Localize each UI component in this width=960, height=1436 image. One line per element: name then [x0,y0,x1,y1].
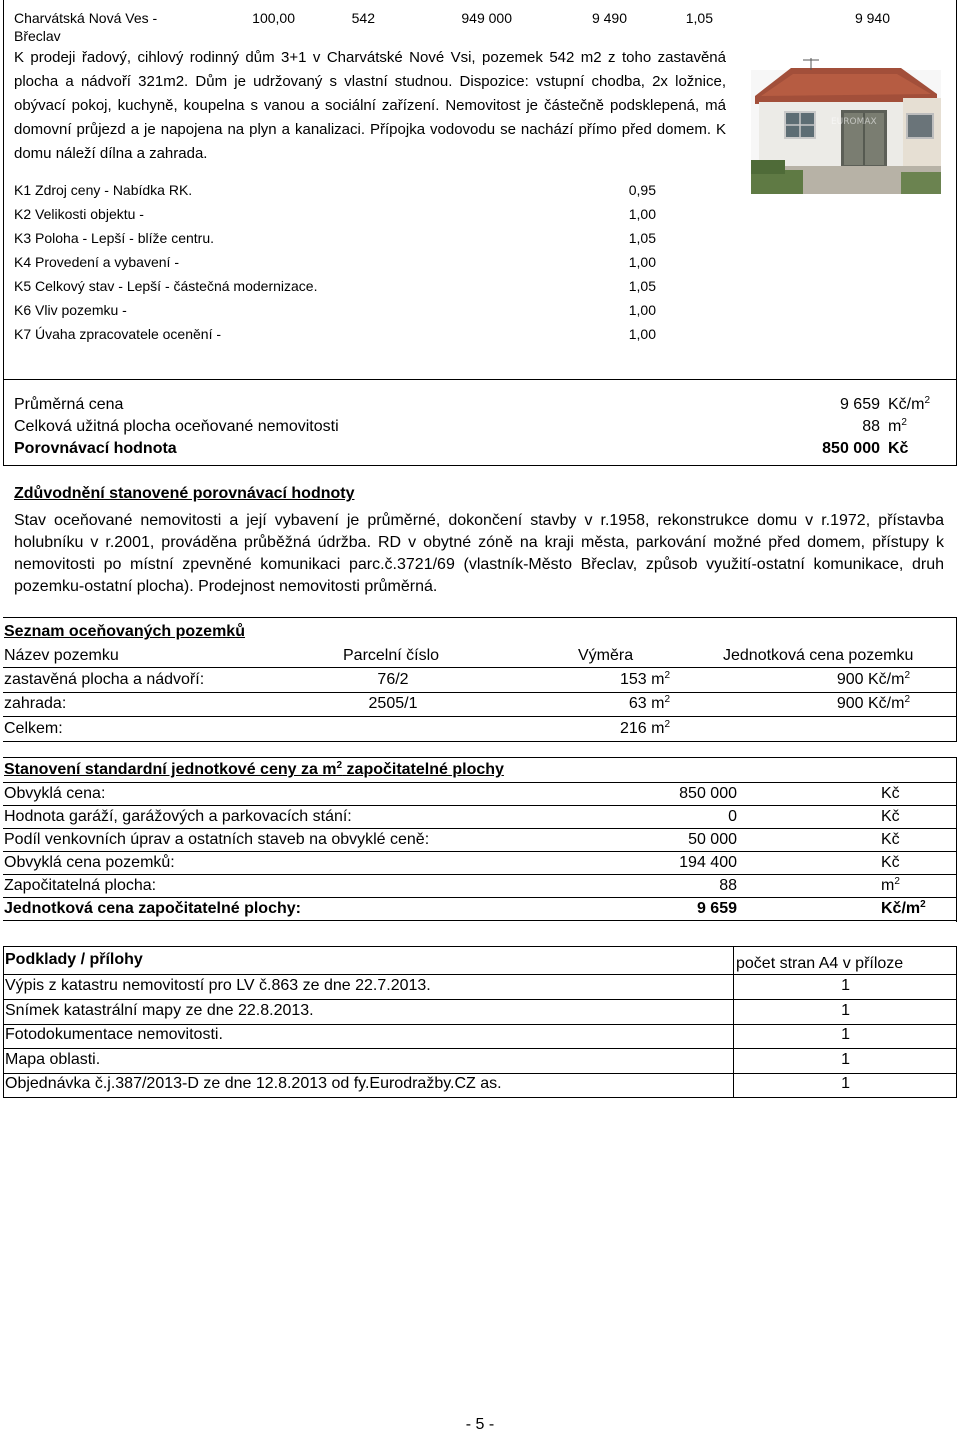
land-row-2-price: 900 $Kč/m^2$ [836,694,910,712]
standard-row-value: 50 000 [688,831,737,848]
standard-row-unit [881,783,900,805]
land-header-area: Výměra [578,647,634,664]
avg-price-label: Průměrná cena [14,396,124,413]
standard-row-value: 194 400 [679,854,737,871]
land-header-rule [3,667,957,668]
standard-row-label: Hodnota garáží, garážových a parkovacích stání: [4,808,352,825]
attachment-count: 1 [841,977,850,994]
standard-title-rule [3,782,957,783]
listing-location: Charvátská Nová Ves - [14,10,158,26]
listing-col-4: 9 490 [591,10,627,26]
land-header-price: Jednotková cena pozemku [723,647,914,664]
listing-col-3: 949 000 [461,10,512,26]
standard-title: Stanovení standardní jednotkové ceny za $m^2$ započitatelné plochy [4,760,504,778]
land-row-1-price: 900 $Kč/m^2$ [836,670,910,688]
standard-row-label: Započitatelná plocha: [4,877,157,894]
page-number: - 5 - [465,1416,495,1433]
house-photo [751,48,941,194]
standard-row-label: Obvyklá cena: [4,785,106,802]
land-right-border [956,617,957,742]
attachment-label: Objednávka č.j.387/2013-D ze dne 12.8.2013 od fy.Eurodražby.CZ as. [5,1075,502,1092]
standard-row-unit [881,898,926,920]
land-row-2-name: zahrada: [4,695,67,712]
photo-watermark: EUROMAX [831,117,877,127]
standard-row-unit-text: Kč [881,808,900,825]
standard-row-unit [881,829,900,851]
land-row-2-parcel: 2505/1 [368,695,418,712]
standard-row-value: 88 [719,877,737,894]
coefficient-label: K3 Poloha - Lepší - blíže centru. [14,230,214,246]
land-row-2-rule [3,716,957,717]
justification-text: Stav oceňované nemovitosti a její vybavení je průměrné, dokončení stavby v r.1958, rekonstrukce domu v r.1972, přístavba holubníku v r.2001, prováděna průběžná údržba. RD v obytné zóně na kraji města, parkování možné před domem, přístupy k nemovitosti po místní zpevněné komunikaci parc.č.3721/69 (vlastník-Město Břeclav, způsob využití-ostatní komunikace, druh pozemku-ostatní plocha). Prodejnost nemovitosti průměrná. [14,512,944,595]
unit-superscript: 2 [894,876,900,887]
coefficient-label: K4 Provedení a vybavení - [14,254,179,270]
coefficient-label: K7 Úvaha zpracovatele ocenění - [14,326,222,342]
attachment-label: Mapa oblasti. [5,1050,101,1068]
coefficient-label: K2 Velikosti objektu - [14,206,144,222]
standard-row-unit-text: Kč [881,854,900,871]
comparative-value-value: 850 000 [822,440,880,457]
attachment-label: Fotodokumentace nemovitosti. [5,1026,223,1043]
standard-row-unit-text: Kč [881,785,900,802]
standard-row-rule [3,920,957,921]
coefficient-value: 1,05 [628,230,656,246]
standard-row-unit [881,852,900,874]
land-total-label: Celkem: [4,720,63,737]
attachment-label: Snímek katastrální mapy ze dne 22.8.2013. [5,1001,314,1019]
listing-col-1: 100,00 [252,10,295,26]
standard-row-value: 9 659 [696,900,737,917]
standard-row-value: 0 [728,808,737,825]
coefficient-value: 1,00 [628,326,656,342]
coefficient-value: 0,95 [628,182,656,198]
listing-col-2: 542 [351,10,375,26]
coefficient-label: K5 Celkový stav - Lepší - částečná modernizace. [14,278,318,294]
land-header-parcel: Parcelní číslo [343,647,440,664]
standard-row-label: Jednotková cena započitatelné plochy: [4,900,301,917]
coefficient-label: K6 Vliv pozemku - [14,302,127,318]
land-row-1-name: zastavěná plocha a nádvoří: [4,671,205,688]
attachment-count: 1 [841,1075,850,1092]
attachment-count: 1 [841,1026,850,1043]
standard-row-unit [881,875,900,897]
attachment-label: Výpis z katastru nemovitostí pro LV č.863 ze dne 22.7.2013. [5,977,431,994]
usable-area-label: Celková užitná plocha oceňované nemovitosti [14,418,339,435]
attachments-count-header: počet stran A4 v příloze [736,955,904,972]
avg-price-unit: $Kč/m^2$ [888,395,931,413]
attachments-column-divider [733,946,734,1098]
attachments-title: Podklady / přílohy [5,951,143,968]
standard-row-label: Obvyklá cena pozemků: [4,854,175,871]
listing-description: K prodeji řadový, cihlový rodinný dům 3+1 v Charvátské Nové Vsi, pozemek 542 m2 z toho zastavěná plocha a nádvoří 321m2. Dům je udržovaný s vlastní studnou. Dispozice: vstupní chodba, 2x ložnice, obývací pokoj, kuchyně, koupelna s vanou a sociální zařízení. Nemovitost je částečně podsklepená, má domovní průjezd a je napojena na plyn a kanalizaci. Přípojka vodovodu se nachází přímo před domem. K domu náleží dílna a zahrada. [14,49,726,162]
standard-row-unit-text: Kč [881,831,900,848]
land-total-area: 216 $m^2$ [619,719,670,737]
attachment-count: 1 [841,1050,850,1068]
land-bottom-rule [3,741,957,742]
comparative-value-label: Porovnávací hodnota [14,440,177,457]
standard-row-unit-text: m [881,877,895,894]
house-photo-image [751,48,941,194]
listing-col-6: 9 940 [854,10,890,26]
standard-row-value: 850 000 [679,785,737,802]
coefficient-value: 1,05 [628,278,656,294]
coefficient-label: K1 Zdroj ceny - Nabídka RK. [14,182,193,198]
standard-top-rule [3,757,957,758]
attachment-count: 1 [841,1001,850,1019]
coefficient-value: 1,00 [628,302,656,318]
land-row-1-area: 153 $m^2$ [619,670,670,688]
land-title: Seznam oceňovaných pozemků [4,623,245,640]
listing-col-5: 1,05 [685,10,713,26]
standard-row-unit-text: Kč/m [881,900,921,917]
unit-superscript: 2 [920,899,926,910]
coefficient-value: 1,00 [628,206,656,222]
usable-area-value: 88 [862,418,880,435]
listing-location-line2: Břeclav [14,28,61,44]
land-row-2-area: 63 $m^2$ [628,694,670,712]
comparative-value-unit: Kč [888,440,909,457]
coefficient-value: 1,00 [628,254,656,270]
justification-title: Zdůvodnění stanovené porovnávací hodnoty [14,485,355,502]
standard-row-unit [881,806,900,828]
usable-area-unit: $m^2$ [888,417,907,435]
land-header-name: Název pozemku [4,647,119,664]
standard-row-label: Podíl venkovních úprav a ostatních staveb na obvyklé ceně: [4,831,430,848]
land-top-rule [3,617,957,618]
land-row-1-parcel: 76/2 [377,671,409,688]
avg-price-value: 9 659 [839,396,880,413]
